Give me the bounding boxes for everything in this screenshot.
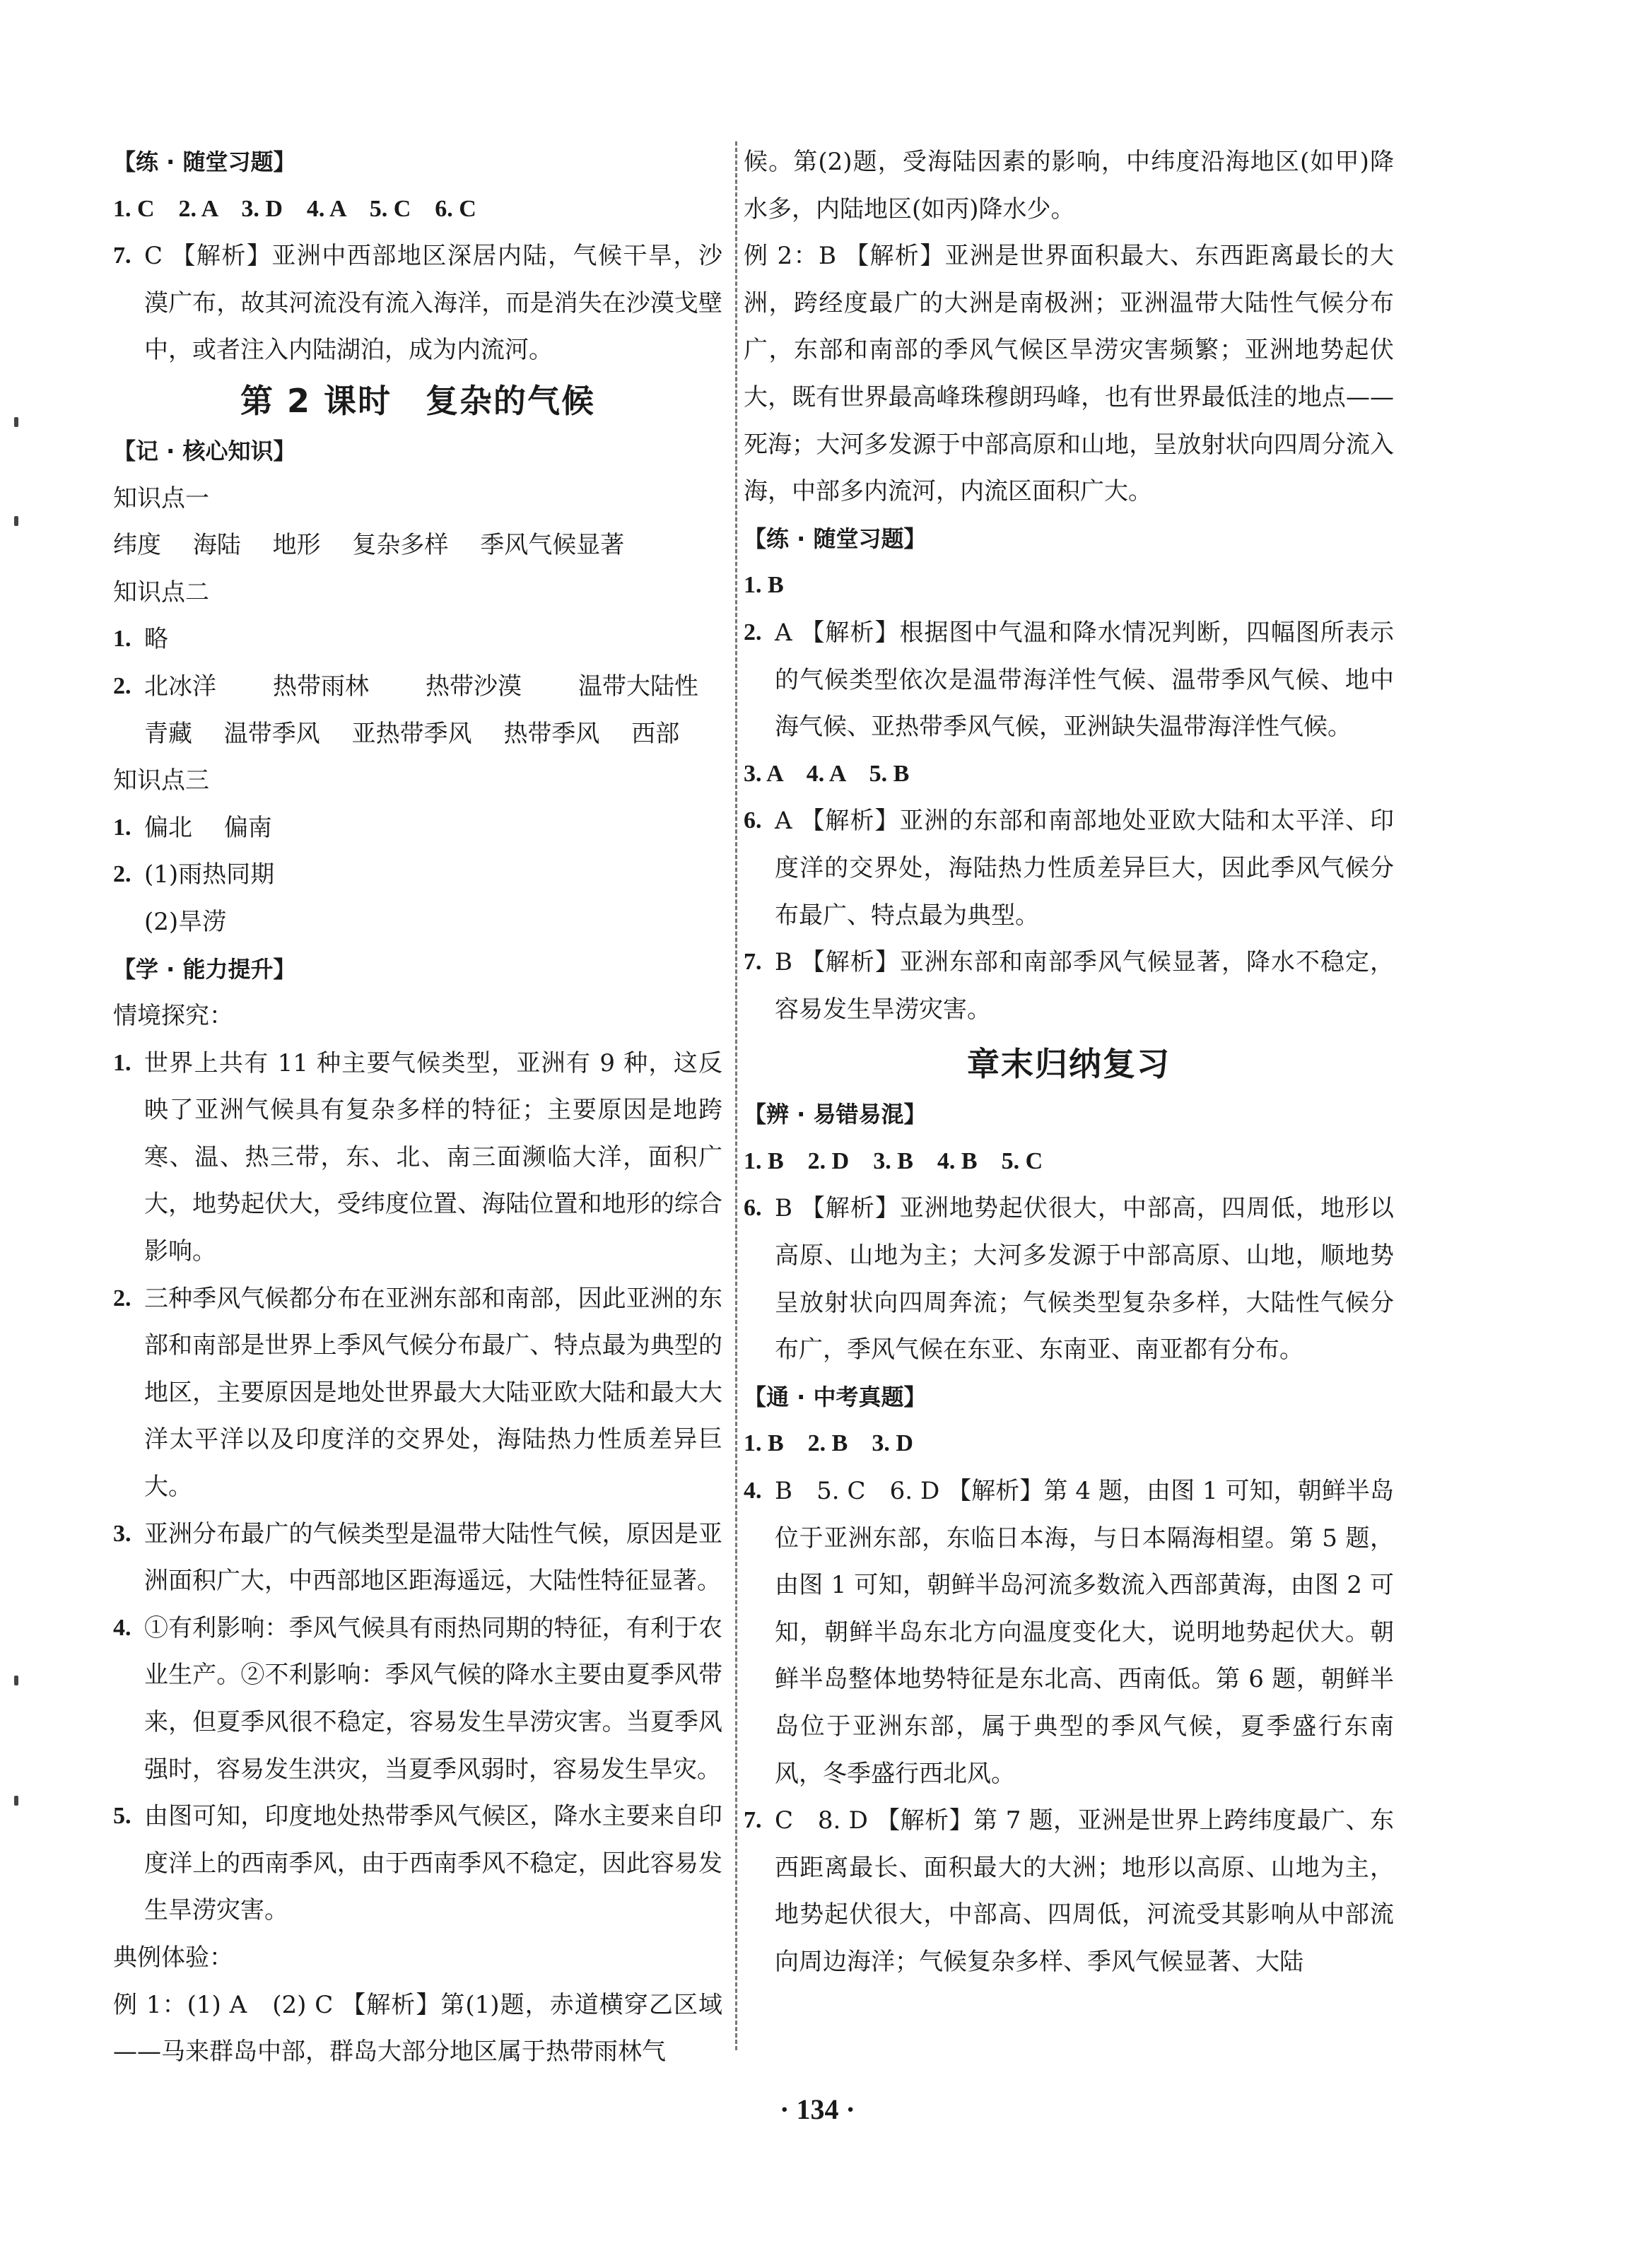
item-number: 5. bbox=[113, 1803, 131, 1830]
item-text: A 【解析】根据图中气温和降水情况判断，四幅图所表示的气候类型依次是温带海洋性气候、温带季风气候、地中海气候、亚热带季风气候，亚洲缺失温带海洋性气候。 bbox=[775, 618, 1394, 742]
answer-item bbox=[744, 1185, 1394, 1373]
answer-item bbox=[113, 805, 722, 852]
item-text: 亚洲分布最广的气候类型是温带大陆性气候，原因是亚洲面积广大，中西部地区距海遥远，大陆性特征显著。 bbox=[144, 1519, 722, 1596]
page-number: · 134 · bbox=[780, 2093, 855, 2125]
item-text: 略 bbox=[144, 625, 168, 654]
answer-line: 1. B 2. D 3. B 4. B 5. C bbox=[744, 1147, 1043, 1174]
keyword: 亚热带季风 bbox=[351, 719, 472, 748]
answer-item bbox=[113, 1275, 722, 1511]
item-number: 3. bbox=[113, 1520, 131, 1547]
answer-item bbox=[744, 939, 1394, 1033]
keyword: 青藏 bbox=[144, 719, 192, 748]
item-number: 7. bbox=[744, 949, 762, 976]
item-number: 4. bbox=[744, 1478, 762, 1504]
item-text: 三种季风气候都分布在亚洲东部和南部，因此亚洲的东部和南部是世界上季风气候分布最广、特点最为典型的地区，主要原因是地处世界最大大陆亚欧大陆和最大大洋太平洋以及印度洋的交界处，海陆热力性质差异巨大。 bbox=[144, 1284, 722, 1502]
section-heading: 【练 · 随堂习题】 bbox=[113, 148, 296, 175]
keyword: 热带雨林 bbox=[273, 672, 369, 701]
section-heading: 【记 · 核心知识】 bbox=[113, 437, 296, 464]
answer-item bbox=[744, 1468, 1394, 1797]
answer-item bbox=[113, 1040, 722, 1275]
item-number: 7. bbox=[744, 1807, 762, 1834]
example-text: 例 1：(1) A (2) C 【解析】第(1)题，赤道横穿乙区域——马来群岛中部，群岛大部分地区属于热带雨林气 bbox=[113, 1990, 722, 2067]
item-text: ①有利影响：季风气候具有雨热同期的特征，有利于农业生产。②不利影响：季风气候的降水主要由夏季风带来，但夏季风很不稳定，容易发生旱涝灾害。当夏季风强时，容易发生洪灾，当夏季风弱时，容易发生旱灾。 bbox=[144, 1613, 722, 1784]
answer-item bbox=[113, 1605, 722, 1793]
keyword: 西部 bbox=[631, 719, 680, 748]
item-number: 2. bbox=[113, 672, 131, 699]
right-column bbox=[744, 139, 1394, 1986]
section-heading: 【辨 · 易错易混】 bbox=[744, 1101, 927, 1128]
column-divider bbox=[735, 141, 737, 2050]
keyword-row bbox=[113, 522, 722, 569]
item-number: 2. bbox=[113, 1285, 131, 1311]
answer-line: 1. B bbox=[744, 572, 784, 599]
item-number: 6. bbox=[744, 807, 762, 834]
answer-item bbox=[744, 609, 1394, 751]
item-text: (2)旱涝 bbox=[144, 907, 227, 936]
scan-mark bbox=[14, 1676, 18, 1685]
subsection-label: 情境探究： bbox=[113, 1002, 233, 1031]
answer-line: 1. B 2. B 3. D bbox=[744, 1430, 913, 1457]
item-text: A 【解析】亚洲的东部和南部地处亚欧大陆和太平洋、印度洋的交界处，海陆热力性质差异巨大，因此季风气候分布最广、特点最为典型。 bbox=[775, 807, 1394, 930]
answer-item bbox=[744, 1797, 1394, 1985]
answer-item bbox=[744, 797, 1394, 939]
answer-item bbox=[113, 1511, 722, 1605]
scan-mark bbox=[14, 516, 18, 526]
keyword: 纬度 bbox=[113, 531, 161, 560]
knowledge-point-label: 知识点三 bbox=[113, 766, 209, 795]
section-heading: 【练 · 随堂习题】 bbox=[744, 525, 927, 552]
item-text: (1)雨热同期 bbox=[144, 860, 275, 889]
example-text: 例 2：B 【解析】亚洲是世界面积最大、东西距离最长的大洲，跨经度最广的大洲是南极洲；亚洲温带大陆性气候分布广，东部和南部的季风气候区旱涝灾害频繁；亚洲地势起伏大，既有世界最高峰珠穆朗玛峰，也有世界最低洼的地点——死海；大河多发源于中部高原和山地，呈放射状向四周分流入海，中部多内流河，内流区面积广大。 bbox=[744, 242, 1394, 506]
keyword: 温带大陆性 bbox=[578, 672, 698, 701]
keyword: 温带季风 bbox=[223, 719, 320, 748]
keyword: 热带沙漠 bbox=[426, 672, 522, 701]
answer-item bbox=[113, 1793, 722, 1934]
section-heading: 【通 · 中考真题】 bbox=[744, 1383, 927, 1410]
scan-mark bbox=[14, 1796, 18, 1806]
knowledge-point-label: 知识点二 bbox=[113, 578, 209, 607]
answer-item bbox=[113, 663, 722, 757]
answer-item bbox=[113, 233, 722, 374]
item-number: 2. bbox=[113, 861, 131, 888]
example-text: 候。第(2)题，受海陆因素的影响，中纬度沿海地区(如甲)降水多，内陆地区(如丙)降水少。 bbox=[744, 148, 1394, 223]
item-text: C 8. D 【解析】第 7 题，亚洲是世界上跨纬度最广、东西距离最长、面积最大的大洲；地形以高原、山地为主，地势起伏很大，中部高、四周低，河流受其影响从中部流向周边海洋；气候复杂多样、季风气候显著、大陆 bbox=[775, 1806, 1394, 1976]
keyword: 地形 bbox=[272, 531, 321, 560]
keyword: 偏北 bbox=[144, 813, 192, 842]
item-number: 1. bbox=[113, 1049, 131, 1076]
item-number: 4. bbox=[113, 1614, 131, 1641]
left-column bbox=[113, 139, 722, 2076]
chapter-title: 章末归纳复习 bbox=[967, 1045, 1171, 1084]
keyword: 北冰洋 bbox=[144, 672, 216, 701]
answer-line: 3. A 4. A 5. B bbox=[744, 760, 910, 787]
section-heading: 【学 · 能力提升】 bbox=[113, 955, 296, 983]
keyword: 复杂多样 bbox=[352, 531, 449, 560]
item-text: 由图可知，印度地处热带季风气候区，降水主要来自印度洋上的西南季风，由于西南季风不稳定，因此容易发生旱涝灾害。 bbox=[144, 1802, 722, 1925]
scan-mark bbox=[14, 417, 18, 427]
lesson-title: 第 2 课时 复杂的气候 bbox=[240, 381, 596, 420]
subsection-label: 典例体验： bbox=[113, 1943, 233, 1972]
item-number: 1. bbox=[113, 814, 131, 841]
item-number: 7. bbox=[113, 242, 131, 269]
answer-item bbox=[113, 851, 722, 899]
answer-item bbox=[113, 616, 722, 663]
answer-line: 1. C 2. A 3. D 4. A 5. C 6. C bbox=[113, 195, 476, 222]
keyword: 热带季风 bbox=[503, 719, 600, 748]
item-text: B 【解析】亚洲东部和南部季风气候显著，降水不稳定，容易发生旱涝灾害。 bbox=[775, 948, 1394, 1024]
keyword: 海陆 bbox=[192, 531, 241, 560]
item-text: B 【解析】亚洲地势起伏很大，中部高，四周低，地形以高原、山地为主；大河多发源于中部高原、山地，顺地势呈放射状向四周奔流；气候类型复杂多样，大陆性气候分布广，季风气候在东亚、东南亚、南亚都有分布。 bbox=[775, 1194, 1394, 1364]
item-text: C 【解析】亚洲中西部地区深居内陆，气候干旱，沙漠广布，故其河流没有流入海洋，而是消失在沙漠戈壁中，或者注入内陆湖泊，成为内流河。 bbox=[144, 242, 722, 365]
item-number: 2. bbox=[744, 619, 762, 645]
keyword: 偏南 bbox=[223, 813, 272, 842]
item-number: 6. bbox=[744, 1195, 762, 1222]
keyword: 季风气候显著 bbox=[480, 531, 625, 560]
knowledge-point-label: 知识点一 bbox=[113, 484, 209, 513]
item-text: 世界上共有 11 种主要气候类型，亚洲有 9 种，这反映了亚洲气候具有复杂多样的特征；主要原因是地跨寒、温、热三带，东、北、南三面濒临大洋，面积广大，地势起伏大，受纬度位置、海陆位置和地形的综合影响。 bbox=[144, 1048, 722, 1266]
item-text: B 5. C 6. D 【解析】第 4 题，由图 1 可知，朝鲜半岛位于亚洲东部，东临日本海，与日本隔海相望。第 5 题，由图 1 可知，朝鲜半岛河流多数流入西部黄海，由图 2 可知，朝鲜半岛东北方向温度变化大，说明地势起伏大。朝鲜半岛整体地势特征是东北高、西南低。第 6 题，朝鲜半岛位于亚洲东部，属于典型的季风气候，夏季盛行东南风，冬季盛行西北风。 bbox=[775, 1477, 1394, 1788]
item-number: 1. bbox=[113, 626, 131, 653]
